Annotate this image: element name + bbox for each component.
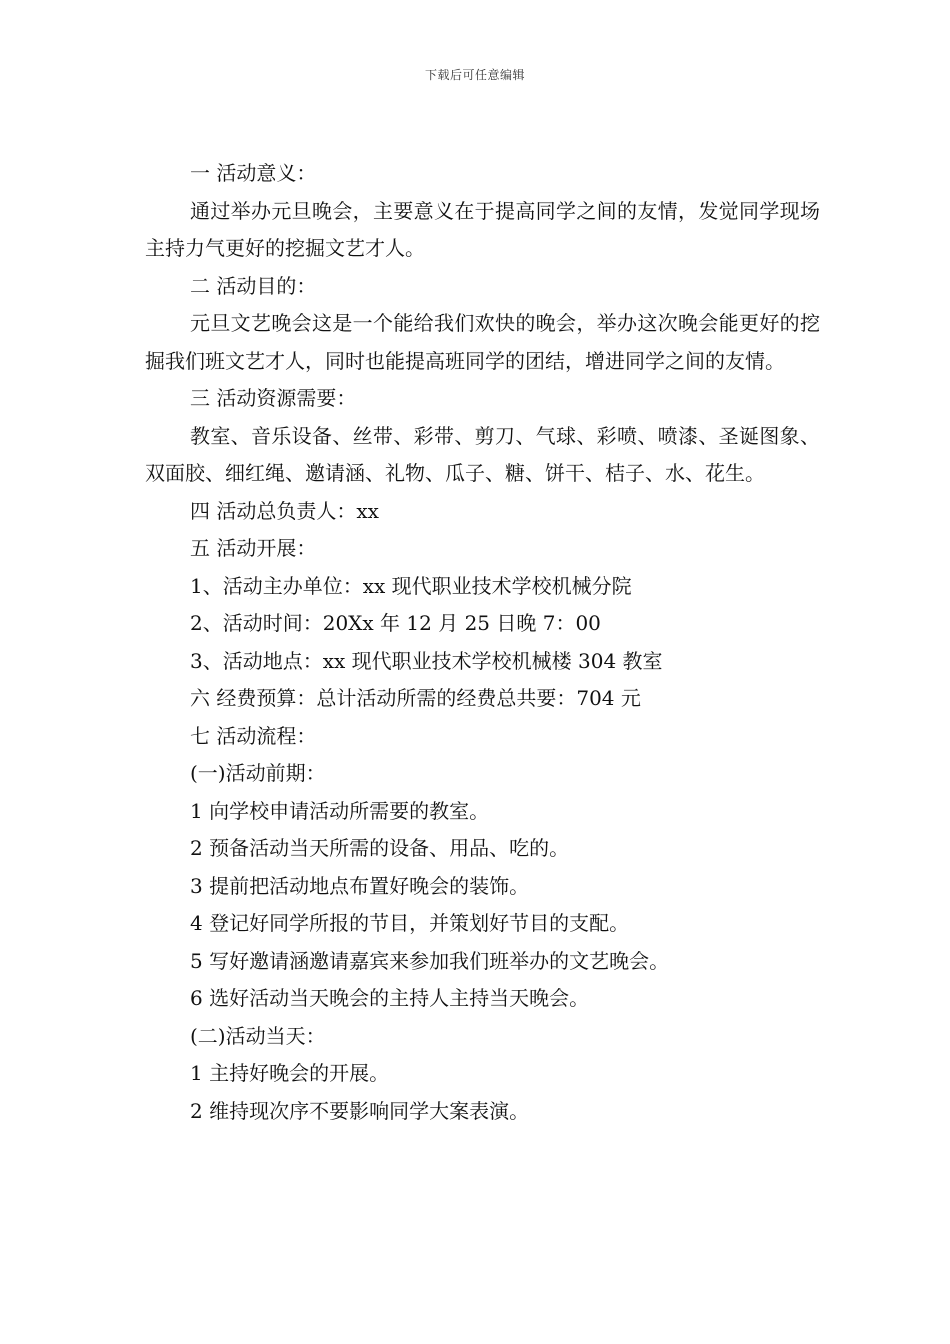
subheading-activity-day: (二)活动当天： [190, 1023, 326, 1048]
list-item: 2 预备活动当天所需的设备、用品、吃的。 [190, 836, 570, 860]
list-item: 5 写好邀请涵邀请嘉宾来参加我们班举办的文艺晚会。 [190, 948, 670, 973]
paragraph-activity-resources: 教室、音乐设备、丝带、彩带、剪刀、气球、彩喷、喷漆、圣诞图象、双面胶、细红绳、邀请涵、礼物、瓜子、糖、饼干、桔子、水、花生。 [145, 423, 820, 485]
subheading-pre-activity: (一)活动前期： [190, 761, 326, 785]
list-item: 6 选好活动当天晚会的主持人主持当天晚会。 [190, 986, 590, 1010]
line-budget: 六 经费预算：总计活动所需的经费总共要：704 元 [190, 686, 641, 710]
line-activity-location: 3、活动地点：xx 现代职业技术学校机械楼 304 教室 [190, 648, 663, 673]
heading-activity-resources: 三 活动资源需要： [190, 386, 357, 410]
line-activity-time: 2、活动时间：20Xx 年 12 月 25 日晚 7：00 [190, 611, 601, 635]
paragraph-activity-meaning: 通过举办元旦晚会，主要意义在于提高同学之间的友情，发觉同学现场主持力气更好的挖掘文艺才人。 [145, 198, 820, 260]
list-item: 1 主持好晚会的开展。 [190, 1061, 390, 1085]
list-item: 1 向学校申请活动所需要的教室。 [190, 798, 490, 823]
heading-activity-process: 七 活动流程： [190, 723, 317, 748]
list-item: 3 提前把活动地点布置好晚会的装饰。 [190, 873, 530, 898]
list-item: 2 维持现次序不要影响同学大案表演。 [190, 1098, 530, 1123]
heading-activity-meaning: 一 活动意义： [190, 161, 317, 185]
document-body [145, 155, 820, 1130]
list-item: 4 登记好同学所报的节目，并策划好节目的支配。 [190, 911, 630, 935]
heading-activity-development: 五 活动开展： [190, 536, 317, 560]
line-organizer: 1、活动主办单位：xx 现代职业技术学校机械分院 [190, 573, 632, 598]
paragraph-activity-purpose: 元旦文艺晚会这是一个能给我们欢快的晚会，举办这次晚会能更好的挖掘我们班文艺才人，同时也能提高班同学的团结，增进同学之间的友情。 [145, 311, 820, 373]
line-person-in-charge: 四 活动总负责人：xx [190, 498, 379, 523]
heading-activity-purpose: 二 活动目的： [190, 273, 317, 298]
page-header-note: 下载后可任意编辑 [424, 68, 525, 82]
